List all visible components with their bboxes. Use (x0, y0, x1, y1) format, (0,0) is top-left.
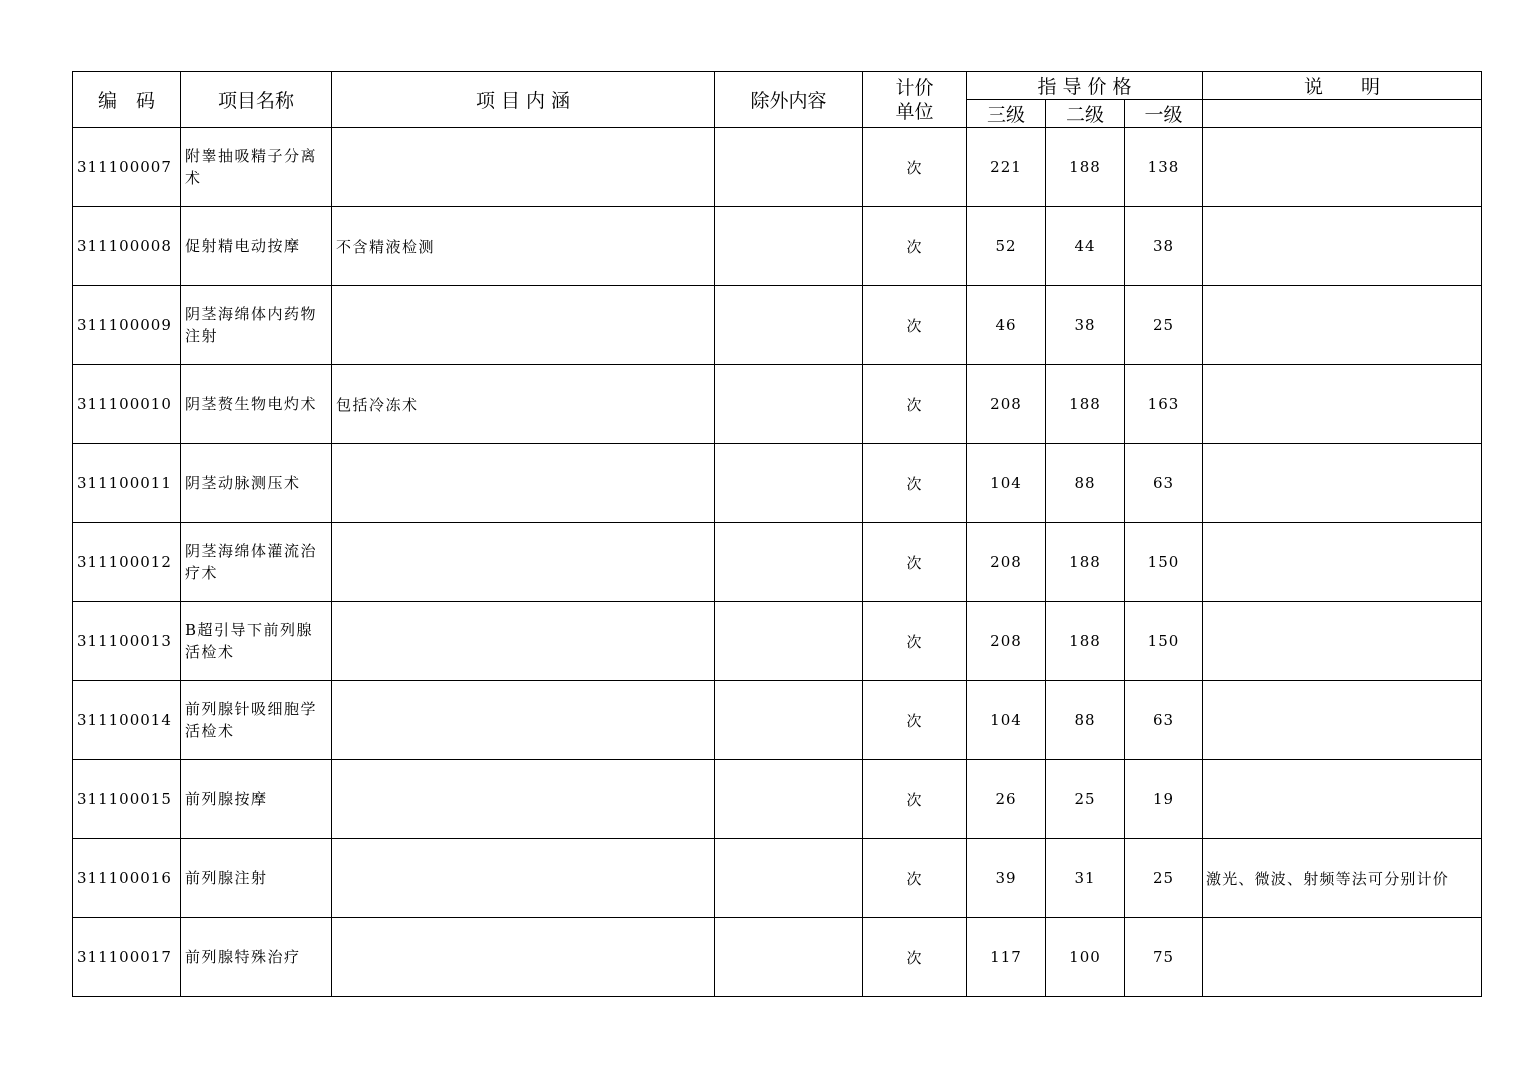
cell-content: 不含精液检测 (332, 207, 715, 286)
table-row (73, 286, 1482, 365)
header-code: 编 码 (73, 72, 181, 128)
cell-code: 311100015 (73, 760, 181, 839)
cell-exclusion (715, 602, 863, 681)
cell-name: 阴茎动脉测压术 (181, 444, 332, 523)
cell-price-level1: 25 (1125, 839, 1203, 918)
cell-price-level1: 38 (1125, 207, 1203, 286)
cell-exclusion (715, 839, 863, 918)
cell-code: 311100011 (73, 444, 181, 523)
header-price-group: 指 导 价 格 (967, 72, 1203, 100)
cell-content (332, 286, 715, 365)
cell-unit: 次 (863, 523, 967, 602)
header-row (73, 72, 1482, 100)
cell-note: 激光、微波、射频等法可分别计价 (1203, 839, 1482, 918)
cell-name: 前列腺针吸细胞学活检术 (181, 681, 332, 760)
cell-price-level3: 104 (967, 681, 1046, 760)
header-unit (863, 72, 967, 128)
cell-unit: 次 (863, 602, 967, 681)
table-body (73, 128, 1482, 997)
cell-exclusion (715, 444, 863, 523)
cell-name: 附睾抽吸精子分离术 (181, 128, 332, 207)
cell-price-level2: 25 (1046, 760, 1125, 839)
cell-price-level2: 188 (1046, 602, 1125, 681)
cell-note (1203, 444, 1482, 523)
cell-price-level3: 104 (967, 444, 1046, 523)
header-level1: 一级 (1125, 100, 1203, 128)
cell-price-level2: 38 (1046, 286, 1125, 365)
cell-price-level1: 150 (1125, 523, 1203, 602)
cell-name: 前列腺按摩 (181, 760, 332, 839)
cell-price-level1: 63 (1125, 681, 1203, 760)
cell-unit: 次 (863, 918, 967, 997)
cell-price-level3: 208 (967, 523, 1046, 602)
header-unit-bottom: 单位 (895, 100, 934, 123)
cell-price-level2: 188 (1046, 128, 1125, 207)
cell-content (332, 602, 715, 681)
cell-price-level3: 208 (967, 602, 1046, 681)
cell-name: 阴茎海绵体内药物注射 (181, 286, 332, 365)
cell-price-level1: 150 (1125, 602, 1203, 681)
table-row (73, 444, 1482, 523)
cell-content (332, 681, 715, 760)
header-note-blank (1203, 100, 1482, 128)
cell-note (1203, 681, 1482, 760)
cell-price-level2: 44 (1046, 207, 1125, 286)
cell-unit: 次 (863, 760, 967, 839)
cell-exclusion (715, 918, 863, 997)
cell-unit: 次 (863, 839, 967, 918)
cell-price-level1: 163 (1125, 365, 1203, 444)
cell-code: 311100009 (73, 286, 181, 365)
table-row (73, 365, 1482, 444)
cell-content (332, 760, 715, 839)
cell-price-level2: 188 (1046, 523, 1125, 602)
header-content: 项 目 内 涵 (332, 72, 715, 128)
table-row (73, 839, 1482, 918)
header-name: 项目名称 (181, 72, 332, 128)
cell-code: 311100017 (73, 918, 181, 997)
cell-note (1203, 128, 1482, 207)
cell-content (332, 918, 715, 997)
cell-code: 311100010 (73, 365, 181, 444)
cell-exclusion (715, 286, 863, 365)
cell-price-level3: 221 (967, 128, 1046, 207)
cell-code: 311100007 (73, 128, 181, 207)
cell-name: 前列腺特殊治疗 (181, 918, 332, 997)
cell-content (332, 444, 715, 523)
cell-name: 促射精电动按摩 (181, 207, 332, 286)
cell-note (1203, 523, 1482, 602)
cell-exclusion (715, 760, 863, 839)
cell-price-level3: 26 (967, 760, 1046, 839)
table-row (73, 523, 1482, 602)
header-level3: 三级 (967, 100, 1046, 128)
cell-price-level1: 138 (1125, 128, 1203, 207)
cell-note (1203, 365, 1482, 444)
table-row (73, 918, 1482, 997)
cell-price-level1: 25 (1125, 286, 1203, 365)
cell-price-level3: 208 (967, 365, 1046, 444)
cell-exclusion (715, 128, 863, 207)
cell-unit: 次 (863, 128, 967, 207)
price-table (72, 71, 1482, 997)
cell-price-level2: 100 (1046, 918, 1125, 997)
cell-code: 311100016 (73, 839, 181, 918)
cell-unit: 次 (863, 444, 967, 523)
cell-exclusion (715, 523, 863, 602)
header-exclusion: 除外内容 (715, 72, 863, 128)
cell-price-level2: 31 (1046, 839, 1125, 918)
table-row (73, 602, 1482, 681)
cell-name: B超引导下前列腺活检术 (181, 602, 332, 681)
table-row (73, 207, 1482, 286)
cell-note (1203, 207, 1482, 286)
table-row (73, 128, 1482, 207)
cell-note (1203, 286, 1482, 365)
cell-price-level3: 39 (967, 839, 1046, 918)
cell-name: 前列腺注射 (181, 839, 332, 918)
cell-price-level2: 188 (1046, 365, 1125, 444)
cell-note (1203, 918, 1482, 997)
cell-price-level1: 19 (1125, 760, 1203, 839)
cell-note (1203, 760, 1482, 839)
cell-code: 311100008 (73, 207, 181, 286)
header-note: 说 明 (1203, 72, 1482, 100)
cell-note (1203, 602, 1482, 681)
table-row (73, 681, 1482, 760)
cell-price-level2: 88 (1046, 681, 1125, 760)
cell-content (332, 128, 715, 207)
header-unit-top: 计价 (895, 76, 934, 99)
cell-content: 包括冷冻术 (332, 365, 715, 444)
cell-code: 311100013 (73, 602, 181, 681)
cell-unit: 次 (863, 286, 967, 365)
cell-unit: 次 (863, 207, 967, 286)
cell-name: 阴茎海绵体灌流治疗术 (181, 523, 332, 602)
cell-unit: 次 (863, 681, 967, 760)
table-row (73, 760, 1482, 839)
cell-content (332, 839, 715, 918)
cell-exclusion (715, 207, 863, 286)
cell-code: 311100012 (73, 523, 181, 602)
cell-price-level1: 63 (1125, 444, 1203, 523)
header-level2: 二级 (1046, 100, 1125, 128)
cell-content (332, 523, 715, 602)
cell-price-level3: 117 (967, 918, 1046, 997)
cell-exclusion (715, 365, 863, 444)
cell-price-level1: 75 (1125, 918, 1203, 997)
cell-price-level2: 88 (1046, 444, 1125, 523)
cell-price-level3: 46 (967, 286, 1046, 365)
cell-unit: 次 (863, 365, 967, 444)
cell-price-level3: 52 (967, 207, 1046, 286)
cell-exclusion (715, 681, 863, 760)
cell-code: 311100014 (73, 681, 181, 760)
cell-name: 阴茎赘生物电灼术 (181, 365, 332, 444)
